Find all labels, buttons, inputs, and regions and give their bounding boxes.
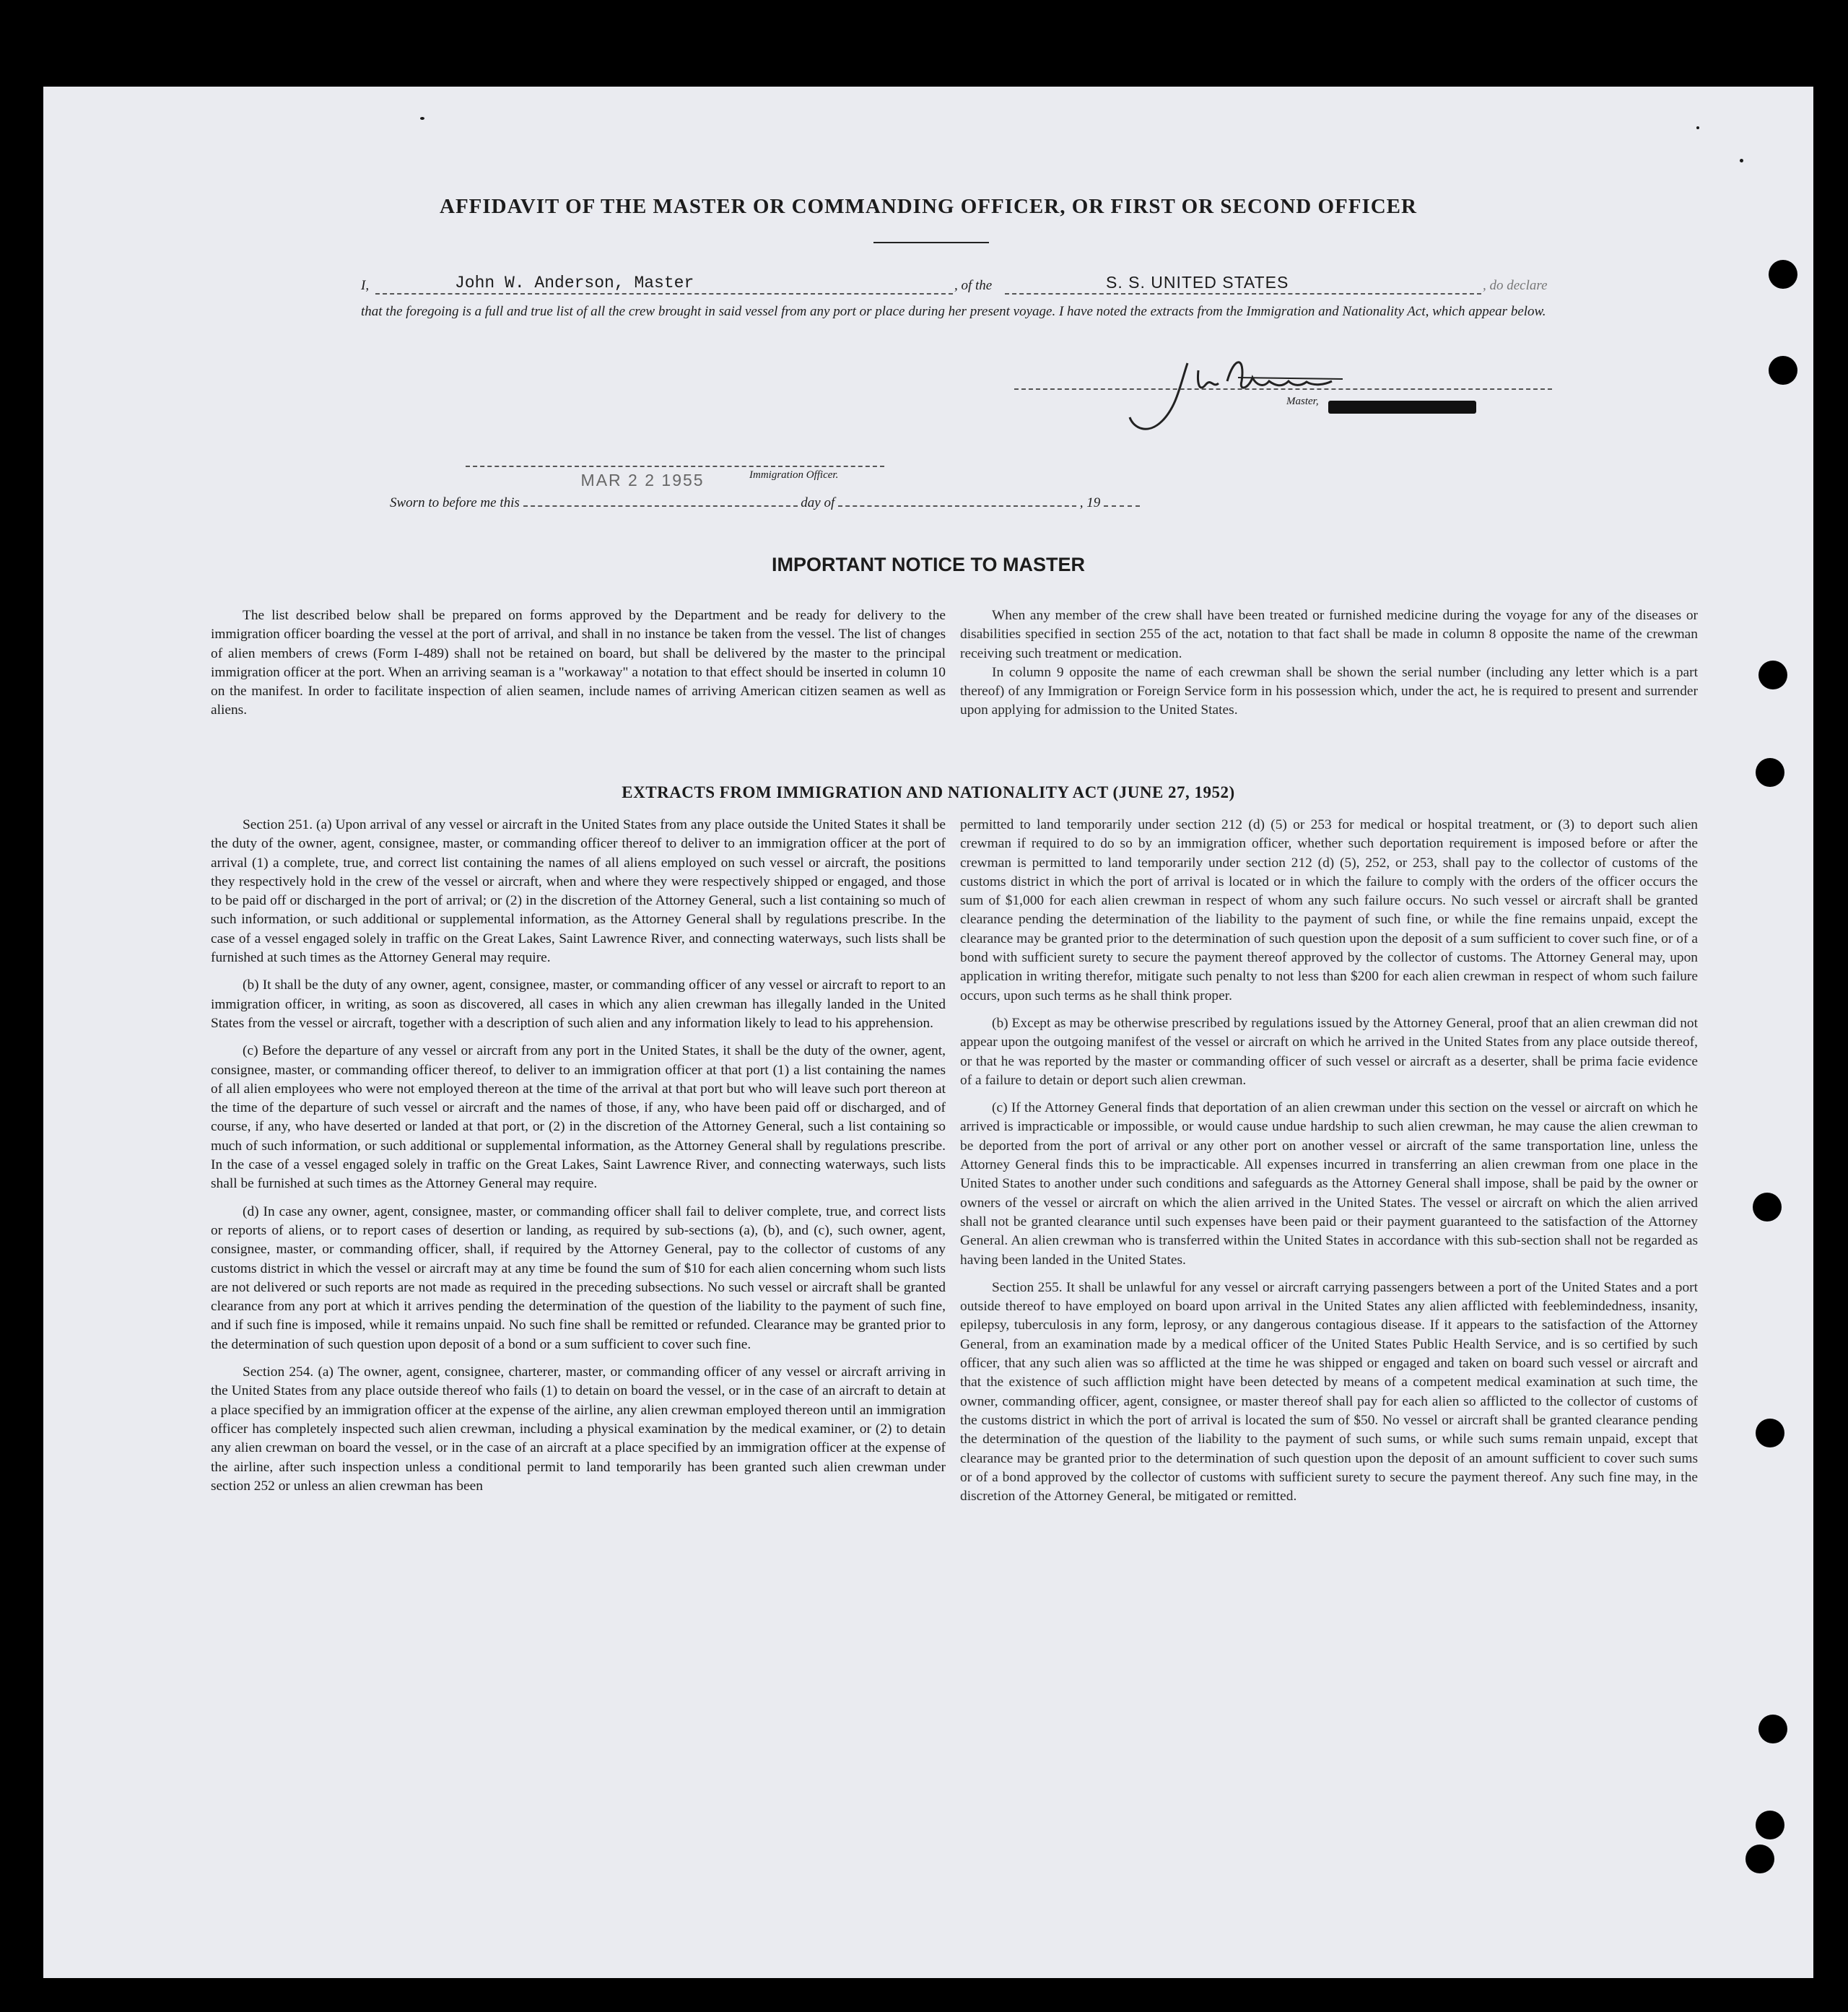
punch-hole xyxy=(1745,1845,1774,1873)
extract-paragraph: (c) Before the departure of any vessel or aircraft from any port in the United States, it shall be the duty of the owner, agent, consignee, master, or commanding officer thereof, to deliver to an immigration officer at that port (1) a list containing the names of all alien employees who were not employed thereon at the time of the arrival at that port but who will leave such port thereon at the time of the departure of such vessel or aircraft and the names of those, if any, who have been paid off or discharged, and of course, if any, who have deserted or landed at that port, or (2) in the discretion of the Attorney General, such a list containing so much of such information, or such additional or supplemental information, as the Attorney General shall by regulations prescribe. In the case of a vessel engaged solely in traffic on the Great Lakes, Saint Lawrence River, and connecting waterways, such lists shall be furnished at such times as the Attorney General may require. xyxy=(211,1043,946,1192)
extract-paragraph: (c) If the Attorney General finds that deportation of an alien crewman under this section on the vessel or aircraft on which he arrived is impracticable or impossible, or would cause undue hardship to such alien crewman, he may cause the alien crewman to be deported from the port of arrival or any other port on another vessel or aircraft of the same transportation line, unless the Attorney General finds this to be impracticable. All expenses incurred in transferring an alien crewman from one place in the United States to another under such conditions and safeguards as the Attorney General shall impose, shall be paid by the owner or owners of the vessel or aircraft on which the alien arrived in the United States. The vessel or aircraft on which the alien arrived shall not be granted clearance until such expenses have been paid or their payment guaranteed to the satisfaction of the Attorney General. An alien crewman who is transferred within the United States in accordance with this sub-section shall not be regarded as having been landed in the United States. xyxy=(960,1100,1698,1268)
declaration-line xyxy=(361,273,1552,299)
title-divider xyxy=(873,242,989,243)
year-field xyxy=(1104,491,1140,507)
notice-paragraph: The list described below shall be prepared on forms approved by the Department and be ready for delivery to the immigration officer boarding the vessel at the port of arrival, and shall in no instance be taken from the vessel. The list of changes of alien members of crews (Form I-489) shall not be retained on board, but shall be delivered by the master to the principal immigration officer at the port. When an arriving seaman is a "workaway" a notation to that effect should be inserted in column 10 on the manifest. In order to facilitate inspection of alien seamen, include names of arriving American citizen seamen as well as aliens. xyxy=(211,608,946,718)
extract-paragraph: Section 251. (a) Upon arrival of any vessel or aircraft in the United States from any place outside the United States it shall be the duty of the owner, agent, consignee, master, or commanding officer thereof to deliver to an immigration officer at the port of arrival (1) a complete, true, and correct list containing the names of all aliens employed on such vessel or aircraft, the positions they respectively hold in the crew of the vessel or aircraft, when and where they were respectively shipped or engaged, and those to be paid off or discharged in the port of arrival; or (2) in the discretion of the Attorney General, such a list containing so much of such information, or such additional or supplemental information, as the Attorney General shall by regulations prescribe. In the case of a vessel engaged solely in traffic on the Great Lakes, Saint Lawrence River, and connecting waterways, such lists shall be furnished at such times as the Attorney General may require. xyxy=(211,817,946,966)
punch-hole xyxy=(1769,356,1797,385)
notice-left-column xyxy=(211,606,946,720)
punch-hole xyxy=(1758,661,1787,689)
punch-hole xyxy=(1769,260,1797,289)
redaction-mark xyxy=(1328,401,1476,414)
affidavit-title: AFFIDAVIT OF THE MASTER OR COMMANDING OFFICER, OR FIRST OR SECOND OFFICER xyxy=(440,195,1417,218)
scan-speck xyxy=(420,117,424,120)
of-the-label: , of the xyxy=(954,278,993,293)
punch-hole xyxy=(1753,1193,1782,1221)
declaration-statement: that the foregoing is a full and true list of all the crew brought in said vessel from any port or place during her present voyage. I have noted the extracts from the Immigration and Nationality Act, which appear below. xyxy=(361,304,1546,319)
extract-paragraph: (d) In case any owner, agent, consignee, master, or commanding officer shall fail to deliver complete, true, and correct lists or reports of aliens, or to report cases of desertion or landing, as required by sub-sections (a), (b), and (c), such owner, agent, consignee, master, or commanding officer, shall, if required by the Attorney General, pay to the collector of customs of any customs district in which the vessel or aircraft may at any time be found the sum of $10 for each alien concerning whom such lists are not delivered or such reports are not made as required in the preceding subsections. No such vessel or aircraft shall be granted clearance from any port at which it arrives pending the determination of the question of the liability to the payment of such fine, and if such fine is imposed, while it remains unpaid. No such fine shall be remitted or refunded. Clearance may be granted prior to the determination of such question upon deposit of a bond or a sum sufficient to cover such fine. xyxy=(211,1203,946,1352)
date-stamp: MAR 2 2 1955 xyxy=(580,471,705,489)
extract-paragraph: Section 254. (a) The owner, agent, consignee, charterer, master, or commanding officer of any vessel or aircraft arriving in the United States from any place outside thereof who fails (1) to detain on board the vessel, or in the case of an aircraft to detain at a place specified by an immigration officer at the expense of the airline, any alien crewman employed thereon until an immigration officer has completely inspected such alien crewman, including a physical examination by the medical examiner, or (2) to detain any alien crewman on board the vessel, or in the case of an aircraft at a place specified by an immigration officer at the expense of the airline, after such inspection unless a conditional permit to land temporarily has been granted such alien crewman under section 252 or unless an alien crewman has been xyxy=(211,1364,946,1494)
year-label: , 19 xyxy=(1079,495,1101,510)
signature-line xyxy=(1014,388,1552,390)
extract-paragraph: Section 255. It shall be unlawful for any vessel or aircraft carrying passengers between a port of the United States and a port outside thereof to have employed on board upon arrival in the United States any alien afflicted with feeblemindedness, insanity, epilepsy, tuberculosis in any form, leprosy, or any dangerous contagious disease. If it appears to the satisfaction of the Attorney General, from an examination made by a medical officer of the United States Public Health Service, and is so certified by such officer, that any such alien was so afflicted at the time he was shipped or engaged and taken on board such vessel or aircraft and that the existence of such affliction might have been detected by means of a competent medical examination at such time, the owner, commanding officer, agent, consignee, or master thereof shall pay for each alien so afflicted to the collector of customs of the customs district in which the port of arrival is located the sum of $50. No vessel or aircraft shall be granted clearance pending the determination of the question of the liability to the payment of such sums, or while such sums remain unpaid, except that clearance may be granted prior to the determination of such question upon the deposit of an amount sufficient to cover such sums or of a bond approved by the collector of customs with sufficient surety to secure the payment thereof. Any such fine may, in the discretion of the Attorney General, be mitigated or remitted. xyxy=(960,1279,1698,1504)
officer-signature-line xyxy=(466,466,884,467)
punch-hole xyxy=(1756,1419,1784,1447)
punch-hole xyxy=(1758,1715,1787,1743)
extracts-title: EXTRACTS FROM IMMIGRATION AND NATIONALITY ACT (JUNE 27, 1952) xyxy=(622,783,1235,801)
punch-hole xyxy=(1756,1811,1784,1839)
immigration-officer-label: Immigration Officer. xyxy=(749,469,839,481)
sworn-label: Sworn to before me this xyxy=(390,495,520,510)
vessel-name: S. S. UNITED STATES xyxy=(1106,273,1289,292)
notice-title: IMPORTANT NOTICE TO MASTER xyxy=(772,554,1085,575)
notice-paragraph: In column 9 opposite the name of each crewman shall be shown the serial number (including any letter which is a part thereof) of any Immigration or Foreign Service form in his possession which, under the act, he is required to present and surrender upon applying for admission to the United States. xyxy=(960,664,1698,718)
extract-paragraph: (b) It shall be the duty of any owner, agent, consignee, master, or commanding officer of any vessel or aircraft to report to an immigration officer, in writing, as soon as discovered, all cases in which any alien crewman has illegally landed in the United States from the vessel or aircraft, together with a description of such alien and any information likely to lead to his apprehension. xyxy=(211,977,946,1031)
extracts-left-column xyxy=(211,816,946,1496)
master-label: Master, xyxy=(1286,396,1319,407)
day-of-label: day of xyxy=(801,495,835,510)
declaration-block xyxy=(361,273,1552,325)
vessel-field xyxy=(1005,273,1481,295)
affidavit-page xyxy=(43,87,1813,1978)
declarant-field xyxy=(375,273,953,295)
sworn-date-field xyxy=(523,471,798,507)
i-label: I, xyxy=(361,278,370,293)
punch-hole xyxy=(1756,758,1784,787)
extract-paragraph: (b) Except as may be otherwise prescribed by regulations issued by the Attorney General, proof that an alien crewman did not appear upon the outgoing manifest of the vessel or aircraft on which he arrived in the United States from any place outside thereof, or that he was reported by the master or commanding officer of such vessel or aircraft as a deserter, shall be prima facie evidence of a failure to detain or deport such alien crewman. xyxy=(960,1015,1698,1088)
scan-speck xyxy=(1740,159,1743,162)
notice-right-column xyxy=(960,606,1698,720)
month-field xyxy=(838,491,1076,507)
scan-speck xyxy=(1696,126,1699,129)
notice-paragraph: When any member of the crew shall have been treated or furnished medicine during the voyage for any of the diseases or disabilities specified in section 255 of the act, notation to that fact shall be made in column 8 opposite the name of the crewman receiving such treatment or medication. xyxy=(960,608,1698,661)
extracts-right-column xyxy=(960,816,1698,1506)
declarant-name: John W. Anderson, Master xyxy=(455,274,694,292)
do-declare-label: , do declare xyxy=(1483,278,1548,293)
extract-paragraph: permitted to land temporarily under section 212 (d) (5) or 253 for medical or hospital treatment, or (3) to deport such alien crewman if required to do so by an immigration officer, whether such deportation requirement is imposed before or after the crewman is permitted to land temporarily under section 212 (d) (5), 252, or 253, shall pay to the collector of customs of the customs district in which the port of arrival is located or in which the failure to comply with the orders of the officer occurs the sum of $1,000 for each alien crewman in respect of whom any such failure occurs. No such vessel or aircraft shall be granted clearance pending the determination of the liability to the payment of such fine, or while the fine remains unpaid, except the clearance may be granted prior to the determination of such question upon the deposit of a sum sufficient to cover such fine, or of a bond with sufficient surety to secure the payment thereof approved by the collector of customs. The Attorney General may, upon application in writing therefor, mitigate such penalty to not less than $200 for each alien crewman in respect of whom such failure occurs, upon such terms as he shall think proper. xyxy=(960,817,1698,1003)
